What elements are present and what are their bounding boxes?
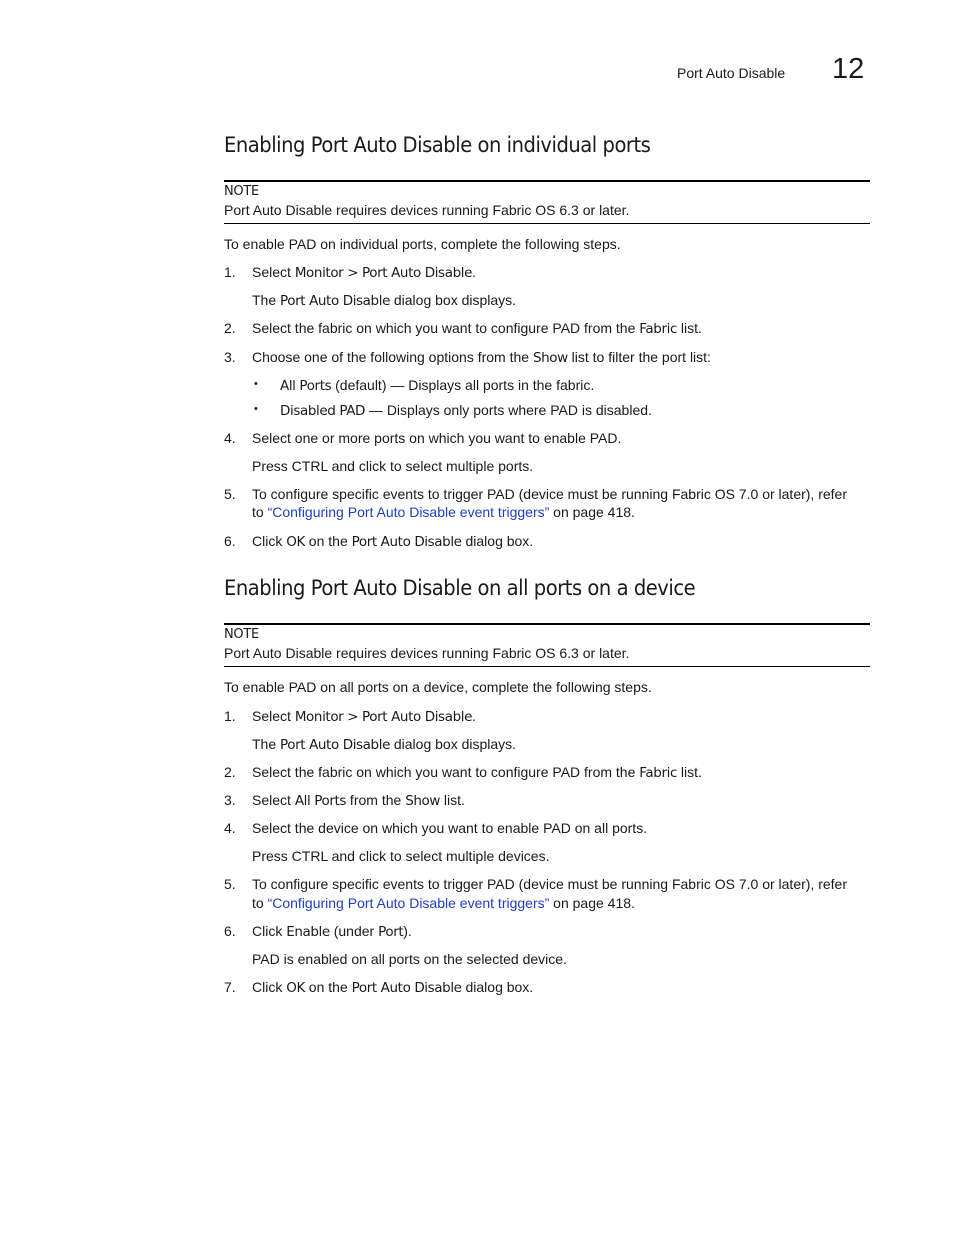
note-label: NOTE <box>224 627 259 642</box>
step-text: Select All Ports from the Show list. <box>252 792 465 809</box>
note-label: NOTE <box>224 184 259 199</box>
step-text: Select the fabric on which you want to configure PAD from the Fabric list. <box>252 320 702 337</box>
note-text: Port Auto Disable requires devices running Fabric OS 6.3 or later. <box>224 202 630 218</box>
step-text: Click OK on the Port Auto Disable dialog box. <box>252 979 534 996</box>
step-number: 4. <box>224 820 236 836</box>
note-box <box>224 623 870 667</box>
step-text: To configure specific events to trigger PAD (device must be running Fabric OS 7.0 or later), refer <box>252 486 847 502</box>
step-text: Select Monitor > Port Auto Disable. <box>252 264 476 281</box>
step-number: 1. <box>224 264 236 280</box>
note-text: Port Auto Disable requires devices running Fabric OS 6.3 or later. <box>224 645 630 661</box>
step-detail: The Port Auto Disable dialog box displays. <box>252 292 517 309</box>
note-box <box>224 180 870 224</box>
cross-reference-link[interactable]: “Configuring Port Auto Disable event triggers” <box>267 504 550 520</box>
step-number: 5. <box>224 486 236 502</box>
step-detail: PAD is enabled on all ports on the selected device. <box>252 951 567 967</box>
running-header-section: Port Auto Disable <box>677 65 786 81</box>
step-text: Select the device on which you want to enable PAD on all ports. <box>252 820 648 836</box>
step-number: 2. <box>224 320 236 336</box>
bullet-icon: • <box>254 403 258 415</box>
step-number: 3. <box>224 349 236 365</box>
step-number: 6. <box>224 533 236 549</box>
step-number: 3. <box>224 792 236 808</box>
step-text: Click OK on the Port Auto Disable dialog box. <box>252 533 534 550</box>
bullet-item: Disabled PAD — Displays only ports where PAD is disabled. <box>280 402 652 419</box>
step-number: 1. <box>224 708 236 724</box>
step-text-continued: to “Configuring Port Auto Disable event triggers” on page 418. <box>252 895 635 911</box>
step-detail: Press CTRL and click to select multiple devices. <box>252 848 550 864</box>
section-title-all-ports: Enabling Port Auto Disable on all ports on a device <box>224 576 696 600</box>
step-detail: Press CTRL and click to select multiple ports. <box>252 458 534 474</box>
step-number: 6. <box>224 923 236 939</box>
step-text-continued: to “Configuring Port Auto Disable event triggers” on page 418. <box>252 504 635 520</box>
step-number: 4. <box>224 430 236 446</box>
section-title-individual-ports: Enabling Port Auto Disable on individual ports <box>224 133 651 157</box>
bullet-icon: • <box>254 378 258 390</box>
step-text: Select Monitor > Port Auto Disable. <box>252 708 476 725</box>
chapter-number: 12 <box>832 53 865 85</box>
step-number: 2. <box>224 764 236 780</box>
section-intro: To enable PAD on individual ports, complete the following steps. <box>224 236 621 252</box>
step-text: Select the fabric on which you want to configure PAD from the Fabric list. <box>252 764 702 781</box>
step-detail: The Port Auto Disable dialog box displays. <box>252 736 517 753</box>
step-text: Click Enable (under Port). <box>252 923 412 940</box>
bullet-item: All Ports (default) — Displays all ports in the fabric. <box>280 377 595 394</box>
step-text: Select one or more ports on which you want to enable PAD. <box>252 430 622 446</box>
section-intro: To enable PAD on all ports on a device, complete the following steps. <box>224 679 652 695</box>
step-text: To configure specific events to trigger PAD (device must be running Fabric OS 7.0 or later), refer <box>252 876 847 892</box>
step-text: Choose one of the following options from the Show list to filter the port list: <box>252 349 711 366</box>
cross-reference-link[interactable]: “Configuring Port Auto Disable event triggers” <box>267 895 550 911</box>
step-number: 7. <box>224 979 236 995</box>
step-number: 5. <box>224 876 236 892</box>
